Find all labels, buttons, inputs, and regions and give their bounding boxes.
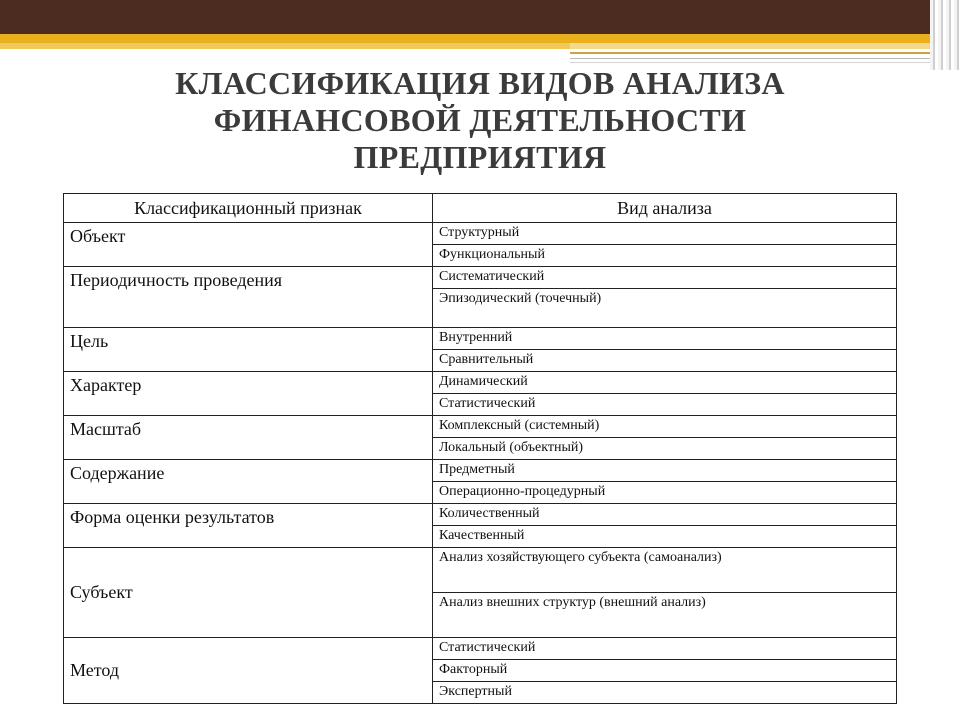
type-cell: Качественный — [433, 526, 897, 548]
accent-stripe-light — [0, 43, 570, 49]
column-header-criterion: Классификационный признак — [64, 194, 433, 223]
criterion-cell: Масштаб — [64, 416, 433, 460]
type-cell: Функциональный — [433, 245, 897, 267]
slide-title — [90, 65, 870, 176]
type-cell: Статистический — [433, 638, 897, 660]
title-line: ПРЕДПРИЯТИЯ — [353, 139, 607, 175]
decor-strip — [930, 0, 960, 70]
table-row — [64, 638, 897, 660]
table-row — [64, 372, 897, 394]
accent-stripe-pale — [570, 43, 930, 49]
type-cell: Количественный — [433, 504, 897, 526]
title-line: ФИНАНСОВОЙ ДЕЯТЕЛЬНОСТИ — [213, 102, 747, 138]
decor-line — [570, 62, 950, 63]
table-row — [64, 416, 897, 438]
table-row — [64, 504, 897, 526]
criterion-cell: Периодичность проведения — [64, 267, 433, 328]
type-cell: Комплексный (системный) — [433, 416, 897, 438]
classification-table — [63, 193, 897, 704]
type-cell: Экспертный — [433, 682, 897, 704]
accent-stripe — [0, 34, 930, 43]
type-cell: Предметный — [433, 460, 897, 482]
type-cell: Сравнительный — [433, 350, 897, 372]
criterion-cell: Объект — [64, 223, 433, 267]
criterion-cell: Форма оценки результатов — [64, 504, 433, 548]
type-cell: Локальный (объектный) — [433, 438, 897, 460]
type-cell: Анализ хозяйствующего субъекта (самоанализ) — [433, 548, 897, 593]
table-row — [64, 223, 897, 245]
header-bar — [0, 0, 930, 34]
type-cell: Операционно-процедурный — [433, 482, 897, 504]
type-cell: Систематический — [433, 267, 897, 289]
criterion-cell: Характер — [64, 372, 433, 416]
type-cell: Динамический — [433, 372, 897, 394]
criterion-cell: Содержание — [64, 460, 433, 504]
criterion-cell: Цель — [64, 328, 433, 372]
type-cell: Эпизодический (точечный) — [433, 289, 897, 328]
table-row — [64, 548, 897, 593]
decor-line — [570, 52, 950, 54]
criterion-cell: Субъект — [64, 548, 433, 638]
decor-line — [570, 58, 950, 59]
title-line: КЛАССИФИКАЦИЯ ВИДОВ АНАЛИЗА — [175, 65, 785, 101]
table-row — [64, 328, 897, 350]
type-cell: Структурный — [433, 223, 897, 245]
table-header-row — [64, 194, 897, 223]
column-header-type: Вид анализа — [433, 194, 897, 223]
table-row — [64, 460, 897, 482]
type-cell: Факторный — [433, 660, 897, 682]
type-cell: Внутренний — [433, 328, 897, 350]
criterion-cell: Метод — [64, 638, 433, 704]
table-row — [64, 267, 897, 289]
type-cell: Статистический — [433, 394, 897, 416]
type-cell: Анализ внешних структур (внешний анализ) — [433, 593, 897, 638]
